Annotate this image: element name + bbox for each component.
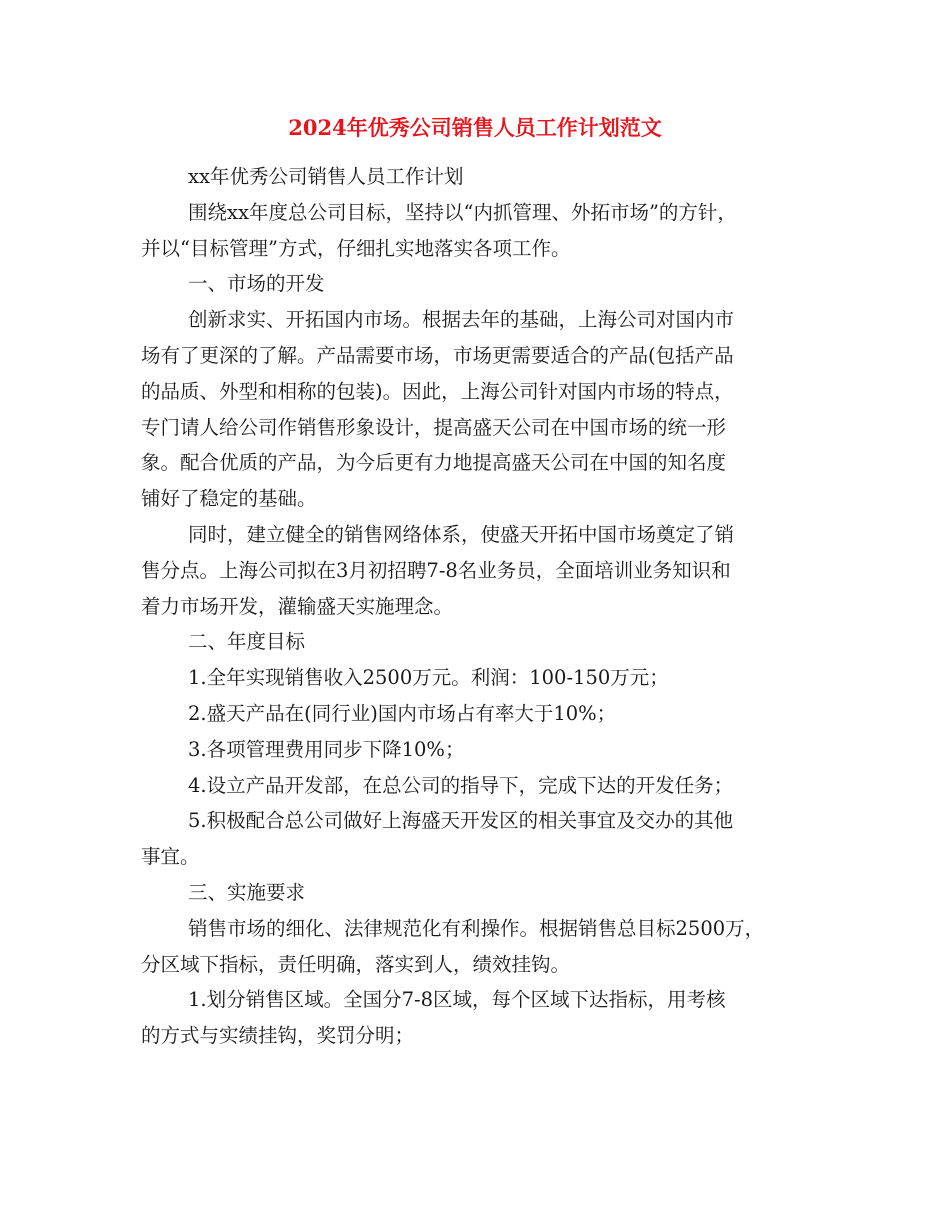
paragraph-market-development xyxy=(141,302,823,517)
text-line: 创新求实、开拓国内市场。根据去年的基础，上海公司对国内市 xyxy=(188,308,735,332)
text-line: 3.各项管理费用同步下降10%； xyxy=(188,737,465,761)
text-line: 事宜。 xyxy=(141,845,200,869)
document-body xyxy=(141,159,823,1054)
section-heading-implementation xyxy=(141,875,823,911)
text-line: 1.划分销售区域。全国分7-8区域，每个区域下达指标，用考核 xyxy=(188,988,726,1012)
text-line: 象。配合优质的产品，为今后更有力地提高盛天公司在中国的知名度 xyxy=(141,451,727,475)
text-line: 2.盛天产品在(同行业)国内市场占有率大于10%； xyxy=(188,701,617,725)
paragraph-subtitle xyxy=(141,159,823,195)
text-line: 场有了更深的了解。产品需要市场，市场更需要适合的产品(包括产品 xyxy=(141,343,734,367)
goal-item xyxy=(141,768,823,804)
text-line: 分区域下指标，责任明确，落实到人，绩效挂钩。 xyxy=(141,952,571,976)
text-line: 5.积极配合总公司做好上海盛天开发区的相关事宜及交办的其他 xyxy=(188,809,734,833)
text-line: 一、市场的开发 xyxy=(188,272,325,296)
text-line: 围绕xx年度总公司目标，坚持以“内抓管理、外拓市场”的方针， xyxy=(188,200,737,224)
implementation-item xyxy=(141,982,823,1054)
goal-item xyxy=(141,803,823,875)
goal-item xyxy=(141,660,823,696)
paragraph-implementation xyxy=(141,911,823,983)
text-line: 的品质、外型和相称的包装)。因此，上海公司针对国内市场的特点， xyxy=(141,379,734,403)
text-line: 售分点。上海公司拟在3月初招聘7-8名业务员，全面培训业务知识和 xyxy=(141,558,731,582)
text-line: 着力市场开发，灌输盛天实施理念。 xyxy=(141,594,454,618)
section-heading-market xyxy=(141,266,823,302)
text-line: 二、年度目标 xyxy=(188,630,306,654)
paragraph-sales-network xyxy=(141,517,823,624)
section-heading-annual-goals xyxy=(141,624,823,660)
goal-item xyxy=(141,732,823,768)
text-line: 专门请人给公司作销售形象设计，提高盛天公司在中国市场的统一形 xyxy=(141,415,727,439)
text-line: 销售市场的细化、法律规范化有利操作。根据销售总目标2500万， xyxy=(188,916,765,940)
text-line: 铺好了稳定的基础。 xyxy=(141,487,317,511)
text-line: 1.全年实现销售收入2500万元。利润：100-150万元； xyxy=(188,666,669,690)
paragraph-intro xyxy=(141,195,823,267)
text-line: 三、实施要求 xyxy=(188,880,306,904)
text-line: 同时，建立健全的销售网络体系，使盛天开拓中国市场奠定了销 xyxy=(188,522,735,546)
text-line: 的方式与实绩挂钩，奖罚分明； xyxy=(141,1024,415,1048)
text-line: xx年优秀公司销售人员工作计划 xyxy=(188,165,464,188)
document-title: 2024年优秀公司销售人员工作计划范文 xyxy=(288,115,662,140)
text-line: 并以“目标管理”方式，仔细扎实地落实各项工作。 xyxy=(141,236,571,260)
goal-item xyxy=(141,696,823,732)
text-line: 4.设立产品开发部，在总公司的指导下，完成下达的开发任务； xyxy=(188,773,734,797)
